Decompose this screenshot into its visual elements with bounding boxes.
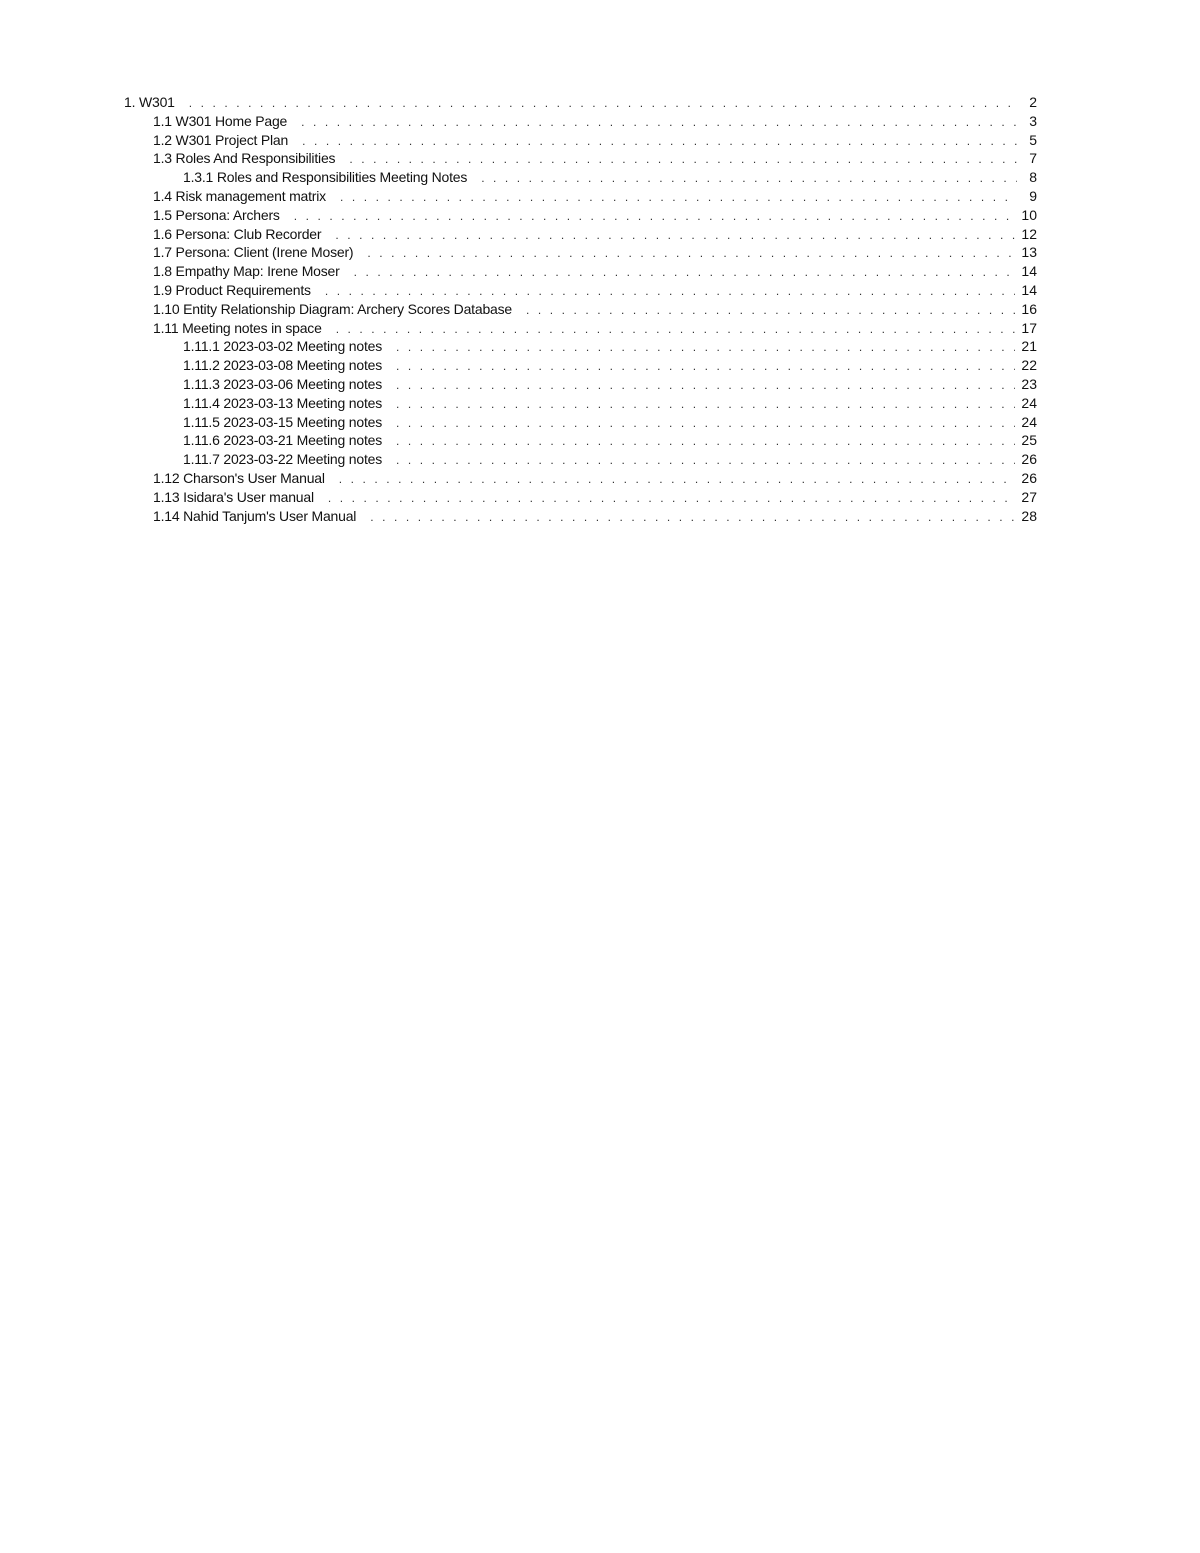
toc-entry-title: 1.8 Empathy Map: Irene Moser [153,263,340,280]
toc-entry[interactable] [124,431,1037,450]
toc-entry-page: 16 [1021,300,1037,317]
toc-entry[interactable] [124,281,1037,300]
toc-dot-leader [396,451,1015,470]
toc-entry[interactable] [124,187,1037,206]
toc-entry[interactable] [124,394,1037,413]
toc-entry-page: 13 [1021,244,1037,261]
toc-entry[interactable] [124,488,1037,507]
toc-entry-page: 24 [1021,413,1037,430]
toc-entry-page: 26 [1021,469,1037,486]
toc-entry-title: 1.11.1 2023-03-02 Meeting notes [183,338,383,355]
toc-dot-leader [349,150,1017,169]
toc-dot-leader [302,132,1017,151]
toc-dot-leader [396,432,1015,451]
toc-entry[interactable] [124,469,1037,488]
toc-entry[interactable] [124,243,1037,262]
toc-entry-page: 14 [1021,281,1037,298]
toc-dot-leader [339,470,1016,489]
toc-dot-leader [328,489,1016,508]
toc-dot-leader [367,244,1015,263]
toc-dot-leader [370,508,1015,527]
toc-entry-page: 7 [1029,150,1037,167]
toc-entry-title: 1.11.7 2023-03-22 Meeting notes [183,451,383,468]
toc-entry-title: 1.13 Isidara's User manual [153,488,314,505]
toc-entry[interactable] [124,300,1037,319]
toc-entry-title: 1.2 W301 Project Plan [153,131,289,148]
toc-entry-page: 2 [1029,94,1037,110]
toc-dot-leader [396,357,1015,376]
toc-entry-title: 1. W301 [124,94,175,110]
toc-entry-page: 10 [1021,206,1037,223]
toc-entry[interactable] [124,225,1037,244]
toc-dot-leader [396,376,1015,395]
toc-entry-page: 27 [1021,488,1037,505]
toc-entry-page: 22 [1021,357,1037,374]
toc-entry-page: 3 [1029,112,1037,129]
toc-entry-title: 1.11.2 2023-03-08 Meeting notes [183,357,383,374]
toc-dot-leader [526,301,1015,320]
toc-entry[interactable] [124,206,1037,225]
toc-entry[interactable] [124,413,1037,432]
toc-entry-title: 1.12 Charson's User Manual [153,469,325,486]
toc-entry[interactable] [124,319,1037,338]
toc-entry-title: 1.5 Persona: Archers [153,206,280,223]
toc-entry-title: 1.9 Product Requirements [153,281,311,298]
toc-entry-title: 1.3 Roles And Responsibilities [153,150,336,167]
toc-entry[interactable] [124,93,1037,112]
toc-entry-page: 9 [1029,187,1037,204]
toc-dot-leader [294,207,1016,226]
toc-entry-title: 1.11 Meeting notes in space [153,319,322,336]
toc-entry-title: 1.11.3 2023-03-06 Meeting notes [183,375,383,392]
toc-entry-page: 24 [1021,394,1037,411]
toc-entry-page: 8 [1029,169,1037,186]
toc-entry[interactable] [124,507,1037,526]
toc-dot-leader [354,263,1016,282]
toc-entry-page: 23 [1021,375,1037,392]
toc-entry[interactable] [124,375,1037,394]
toc-entry-title: 1.11.4 2023-03-13 Meeting notes [183,394,383,411]
toc-entry[interactable] [124,337,1037,356]
toc-entry-page: 14 [1021,263,1037,280]
toc-entry-title: 1.10 Entity Relationship Diagram: Archery Scores Database [153,300,513,317]
toc-entry[interactable] [124,168,1037,187]
toc-entry-title: 1.14 Nahid Tanjum's User Manual [153,507,357,524]
toc-entry-title: 1.3.1 Roles and Responsibilities Meeting Notes [183,169,468,186]
toc-entry-title: 1.11.5 2023-03-15 Meeting notes [183,413,383,430]
toc-entry-title: 1.7 Persona: Client (Irene Moser) [153,244,354,261]
toc-entry[interactable] [124,356,1037,375]
toc-entry-title: 1.1 W301 Home Page [153,112,288,129]
toc-dot-leader [396,395,1015,414]
toc-dot-leader [189,94,1017,113]
toc-entry-title: 1.6 Persona: Club Recorder [153,225,322,242]
toc-dot-leader [396,414,1015,433]
toc-entry[interactable] [124,112,1037,131]
toc-entry-page: 17 [1021,319,1037,336]
toc-dot-leader [340,188,1017,207]
toc-dot-leader [396,338,1015,357]
toc-entry-page: 12 [1021,225,1037,242]
toc-dot-leader [481,169,1017,188]
toc-dot-leader [325,282,1016,301]
toc-entry[interactable] [124,149,1037,168]
toc-entry[interactable] [124,450,1037,469]
toc-entry-page: 25 [1021,432,1037,449]
toc-dot-leader [301,113,1017,132]
toc-entry-page: 28 [1021,507,1037,524]
toc-entry[interactable] [124,262,1037,281]
toc-entry-page: 26 [1021,451,1037,468]
toc-entry[interactable] [124,131,1037,150]
toc-dot-leader [336,320,1016,339]
toc-dot-leader [335,226,1015,245]
toc-entry-title: 1.4 Risk management matrix [153,187,326,204]
toc-entry-page: 21 [1021,338,1037,355]
table-of-contents [124,93,1037,525]
toc-entry-title: 1.11.6 2023-03-21 Meeting notes [183,432,383,449]
toc-entry-page: 5 [1029,131,1037,148]
